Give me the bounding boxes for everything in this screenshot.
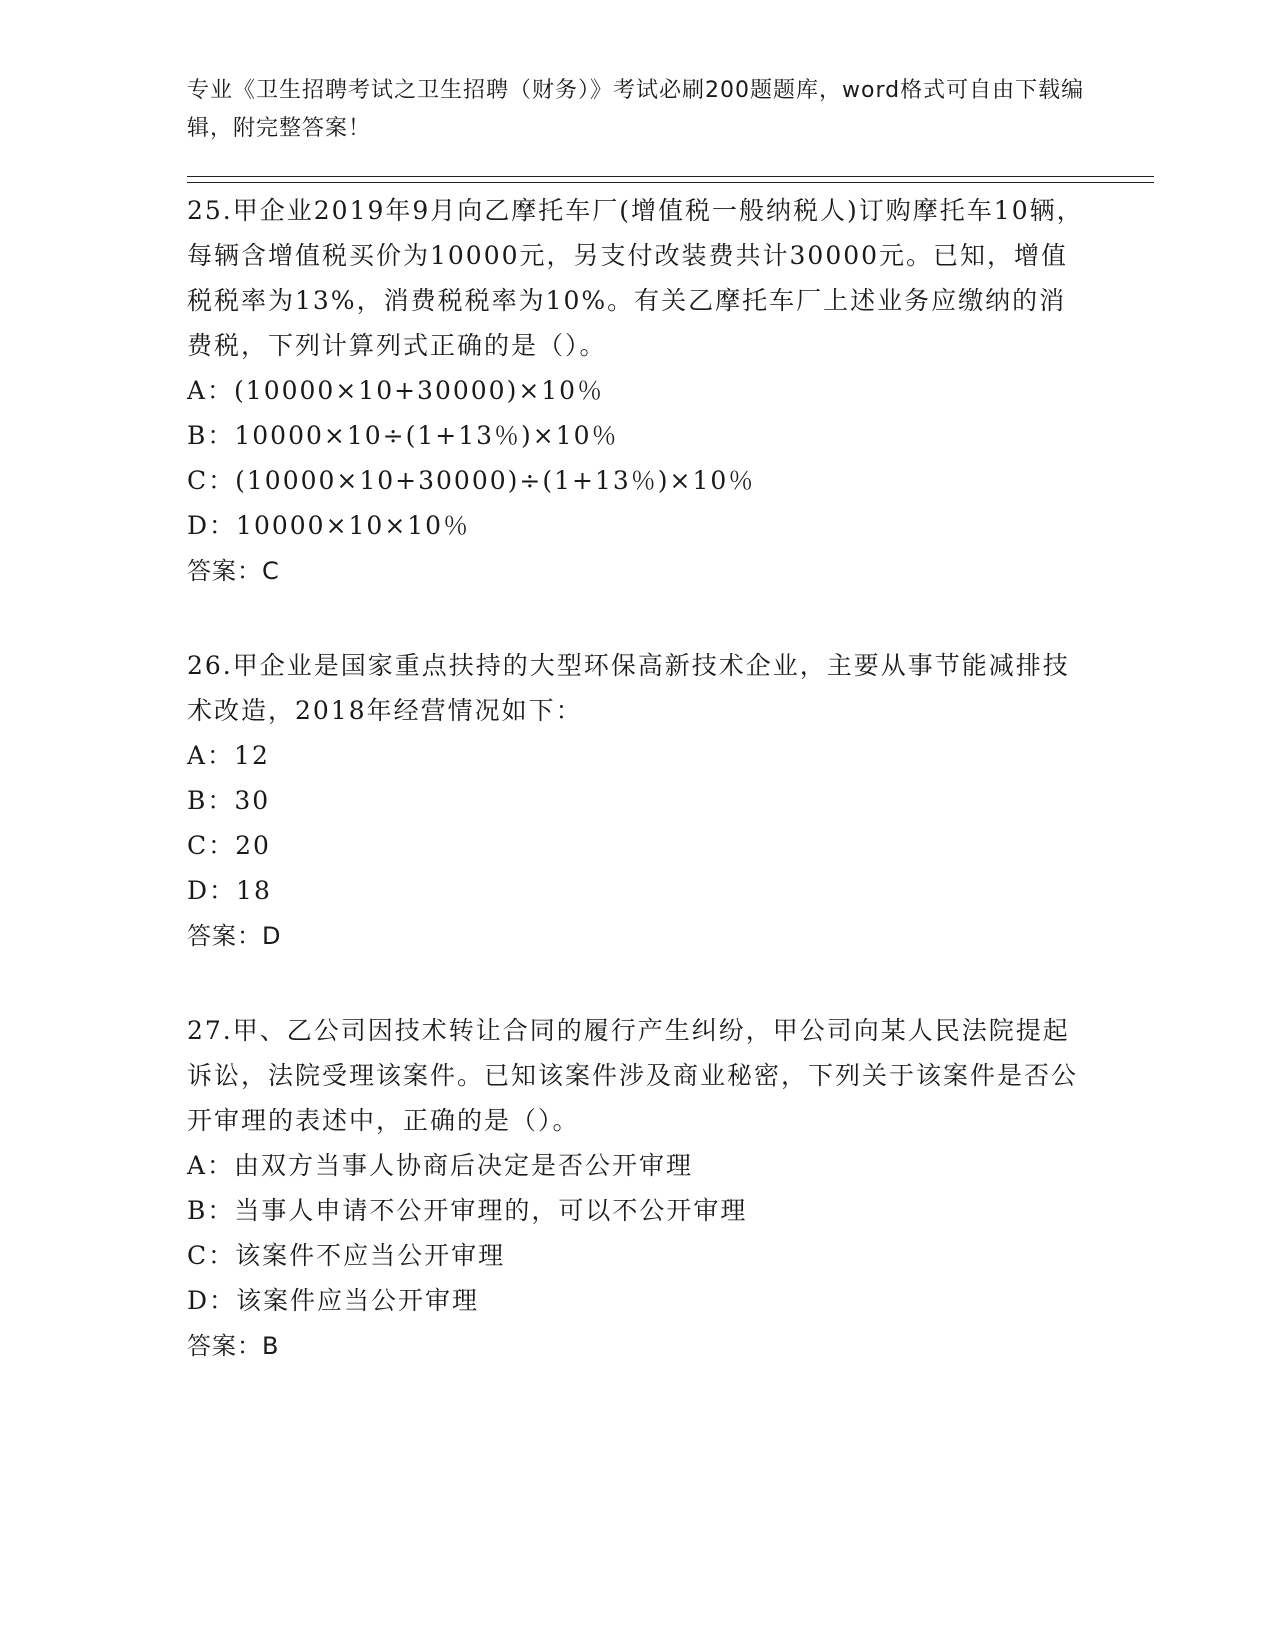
option-a: A：12 — [187, 741, 270, 770]
answer: 答案：B — [187, 1332, 280, 1360]
header-divider-top — [187, 176, 1154, 177]
question-stem: 27.甲、乙公司因技术转让合同的履行产生纠纷，甲公司向某人民法院提起诉讼，法院受理该案件。已知该案件涉及商业秘密，下列关于该案件是否公开审理的表述中，正确的是（）。 — [187, 1016, 1079, 1135]
header-divider-bottom — [187, 182, 1154, 183]
option-b: B：当事人申请不公开审理的，可以不公开审理 — [187, 1196, 748, 1225]
question-stem: 25.甲企业2019年9月向乙摩托车厂(增值税一般纳税人)订购摩托车10辆，每辆含增值税买价为10000元，另支付改装费共计30000元。已知，增值税税率为13%，消费税税率为10%。有关乙摩托车厂上述业务应缴纳的消费税，下列计算列式正确的是（）。 — [187, 196, 1084, 360]
question-26 — [187, 643, 1087, 959]
option-d: D：该案件应当公开审理 — [187, 1286, 480, 1315]
document-intro: 专业《卫生招聘考试之卫生招聘（财务）》考试必刷200题题库，word格式可自由下载编辑，附完整答案！ — [187, 78, 1085, 141]
question-stem: 26.甲企业是国家重点扶持的大型环保高新技术企业，主要从事节能减排技术改造，2018年经营情况如下： — [187, 651, 1070, 725]
option-c: C：20 — [187, 831, 271, 860]
option-b: B：30 — [187, 786, 271, 815]
answer: 答案：D — [187, 922, 282, 950]
option-a: A：由双方当事人协商后决定是否公开审理 — [187, 1151, 694, 1180]
option-d: D：18 — [187, 876, 272, 905]
answer: 答案：C — [187, 557, 280, 585]
option-a: A：(10000×10+30000)×10％ — [187, 376, 605, 405]
option-d: D：10000×10×10％ — [187, 511, 471, 540]
option-c: C：该案件不应当公开审理 — [187, 1241, 506, 1270]
option-c: C：(10000×10+30000)÷(1+13％)×10％ — [187, 466, 756, 495]
question-27 — [187, 1008, 1087, 1369]
question-25 — [187, 188, 1087, 594]
option-b: B：10000×10÷(1+13％)×10％ — [187, 421, 619, 450]
